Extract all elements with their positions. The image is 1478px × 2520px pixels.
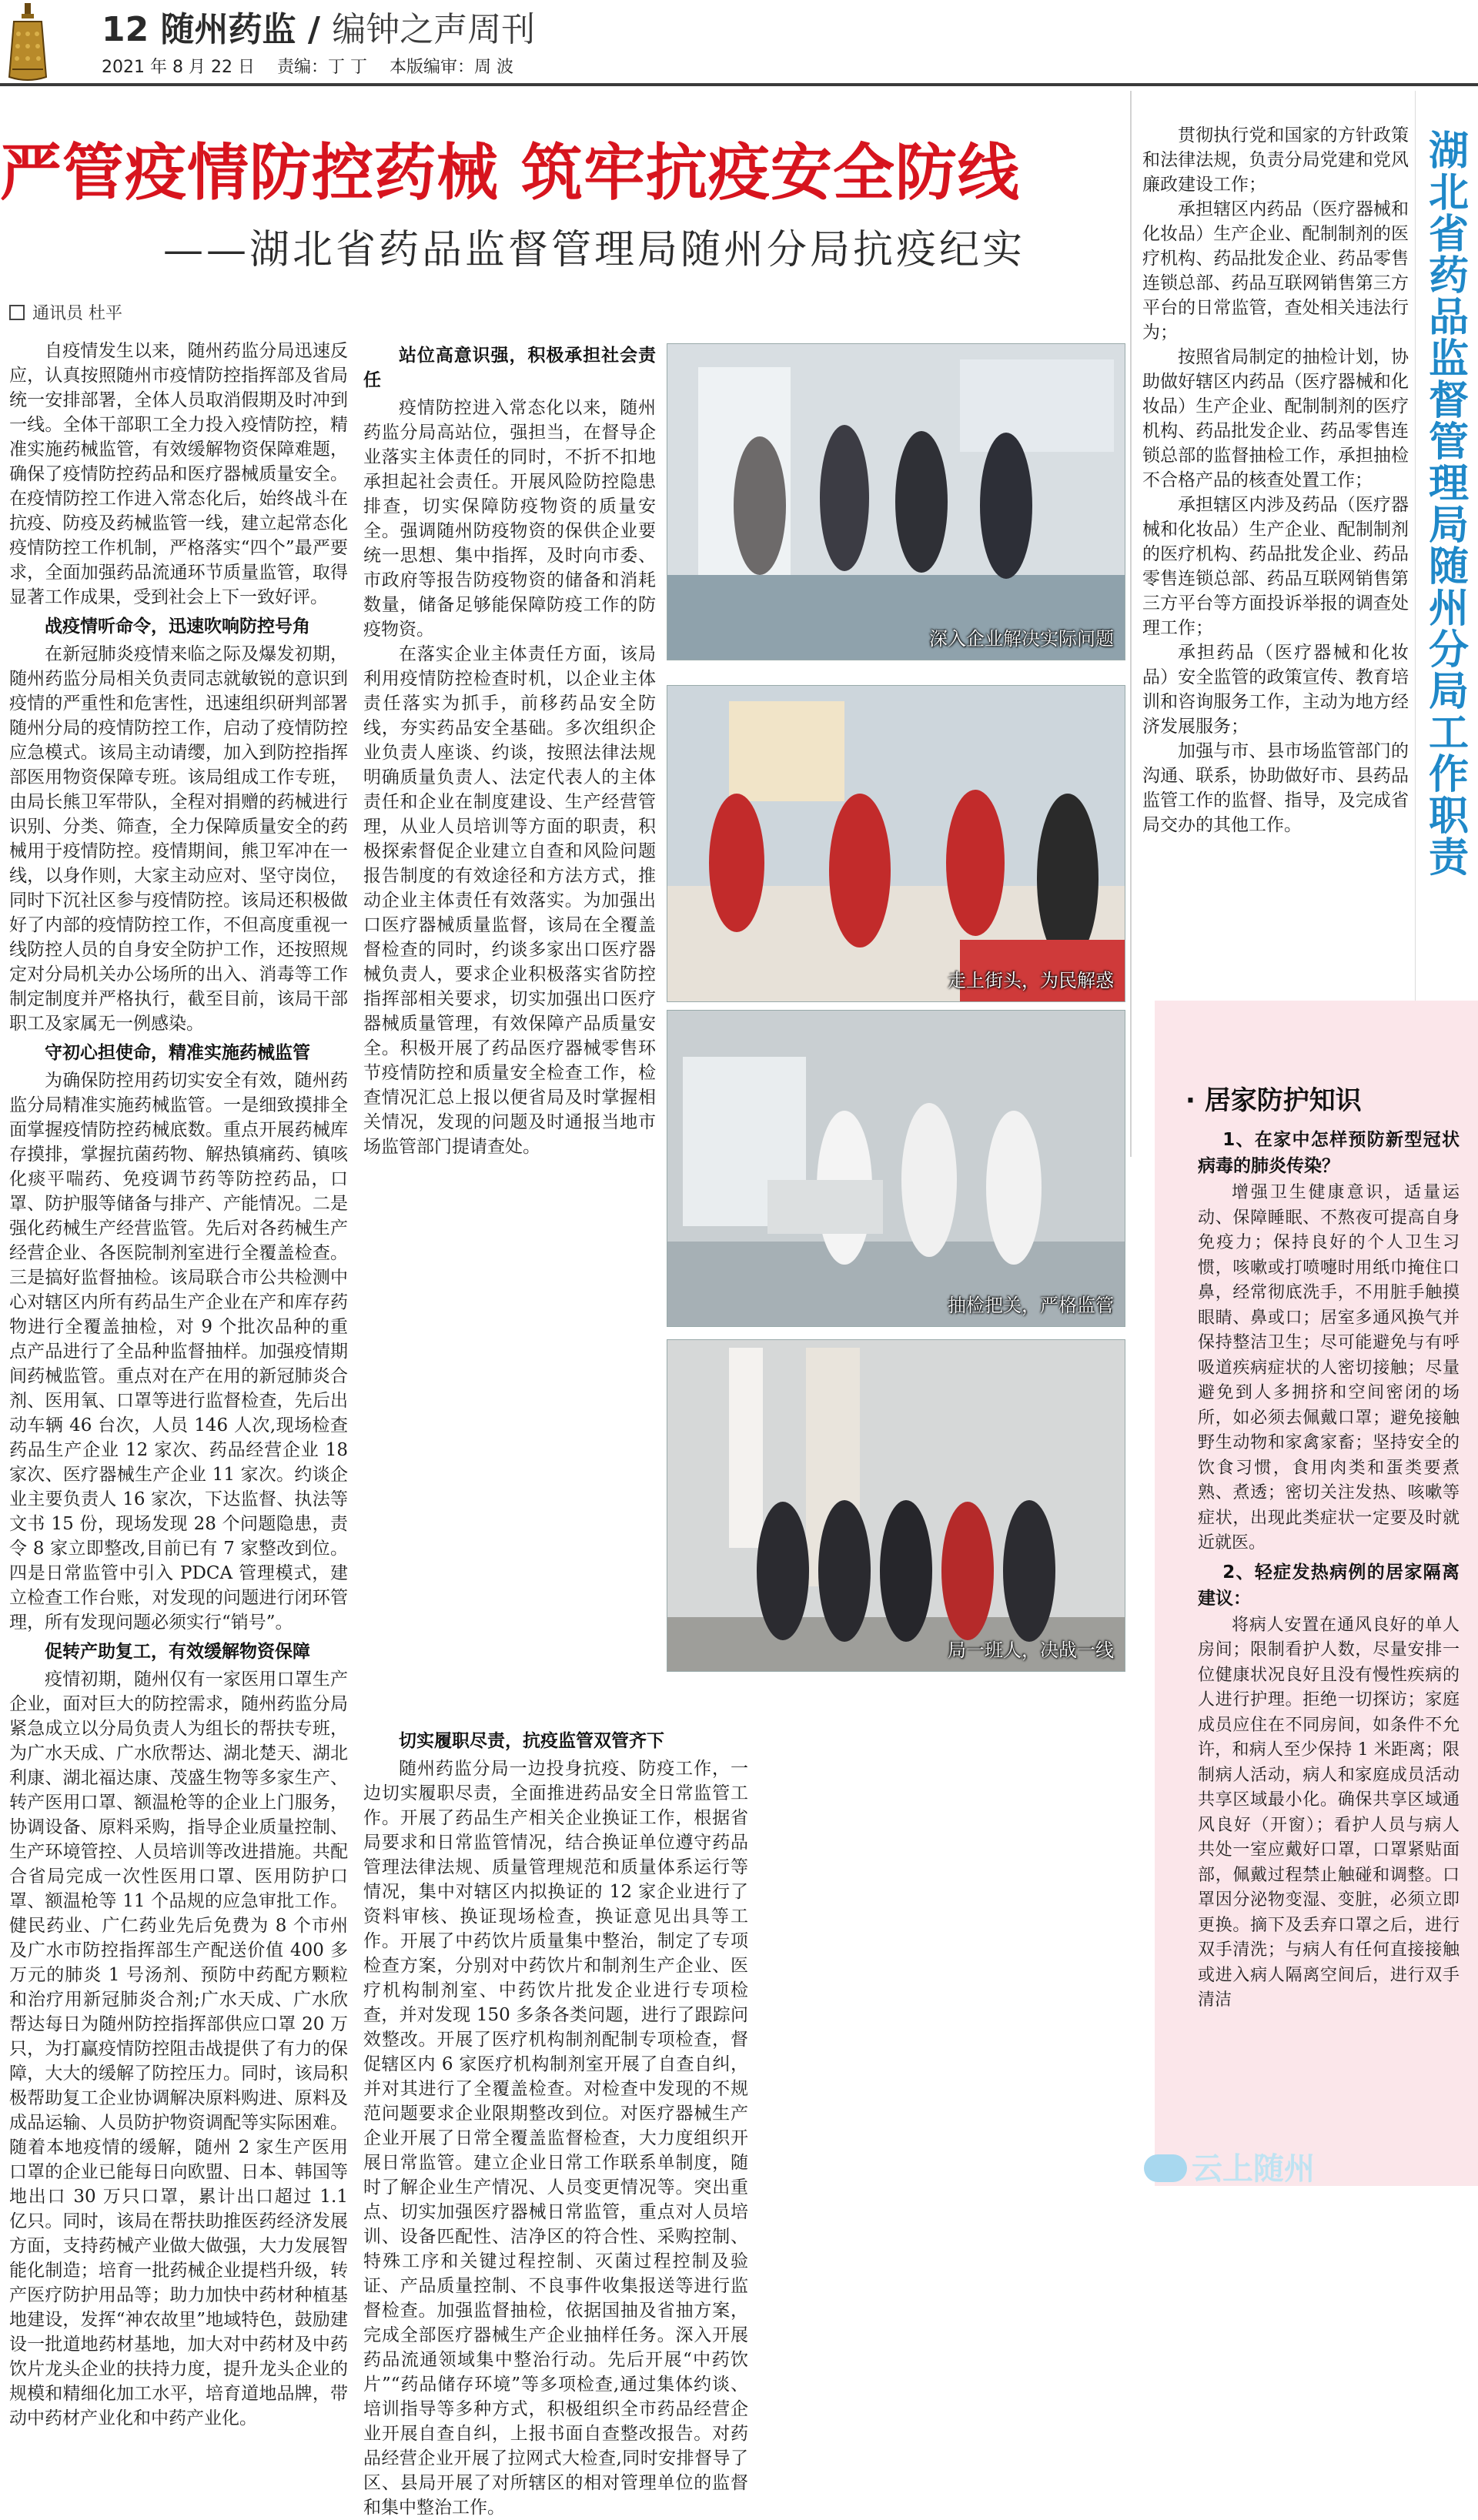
duties-vertical-title: 湖北省药品监督管理局随州分局工作职责 bbox=[1428, 129, 1469, 881]
section-subhead: 守初心担使命，精准实施药械监管 bbox=[45, 1043, 310, 1063]
page-header-title bbox=[102, 2, 535, 51]
cloud-icon bbox=[1144, 2154, 1187, 2182]
page-label: 12 随州药监 bbox=[102, 10, 296, 49]
photo-team-frontline bbox=[667, 1339, 1125, 1672]
article-paragraph: 疫情防控进入常态化以来，随州药监分局高站位，强担当，在督导企业落实主体责任的同时，不折不扣地承担起社会责任。开展风险防控隐患排查，切实保障防疫物资的质量安全。强调随州防疫物资的保供企业要统一思想、集中指挥，及时向市委、市政府等报告防疫物资的储备和消耗数量，储备足够能保障防疫工作的防疫物资。 bbox=[363, 398, 656, 640]
article-paragraph: 自疫情发生以来，随州药监分局迅速反应，认真按照随州市疫情防控指挥部及省局统一安排部署，全体人员取消假期及时冲到一线。全体干部职工全力投入疫情防控，精准实施药械监管，有效缓解物资保障难题，确保了疫情防控药品和医疗器械质量安全。在疫情防控工作进入常态化后，始终战斗在抗疫、防疫及药械监管一线，建立起常态化疫情防控工作机制，严格落实“四个”最严要求，全面加强药品流通环节质量监管，取得显著工作成果，受到社会上下一致好评。 bbox=[9, 341, 348, 607]
duty-item: 承担药品（医疗器械和化妆品）安全监管的政策宣传、教育培训和咨询服务工作，主动为地方经济发展服务； bbox=[1142, 643, 1409, 737]
duty-item: 承担辖区内涉及药品（医疗器械和化妆品）生产企业、配制制剂的医疗机构、药品批发企业、药品零售连锁总部、药品互联网销售第三方平台等方面投诉举报的调查处理工作； bbox=[1142, 495, 1409, 638]
byline bbox=[9, 300, 122, 324]
photo-caption: 抽检把关，严格监管 bbox=[948, 1295, 1114, 1316]
article-column-2 bbox=[363, 339, 656, 1709]
section-subhead: 站位高意识强，积极承担社会责任 bbox=[363, 346, 656, 390]
photo-street-outreach bbox=[667, 685, 1125, 1002]
issue-meta bbox=[102, 54, 530, 78]
faq-answer: 增强卫生健康意识，适量运动、保障睡眠、不熬夜可提高自身免疫力；保持良好的个人卫生习惯，咳嗽或打喷嚏时用纸巾掩住口鼻，经常彻底洗手，不用脏手触摸眼睛、鼻或口；居室多通风换气并保持整洁卫生；尽可能避免与有呼吸道疾病症状的人密切接触；尽量避免到人多拥挤和空间密闭的场所，如必须去佩戴口罩；避免接触野生动物和家禽家畜；坚持安全的饮食习惯，食用肉类和蛋类要煮熟、煮透；密切关注发热、咳嗽等症状，出现此类症状一定要及时就近就医。 bbox=[1198, 1183, 1460, 1552]
section-subhead: 切实履职尽责，抗疫监管双管齐下 bbox=[399, 1731, 664, 1751]
article-paragraph: 随州药监分局一边投身抗疫、防疫工作，一边切实履职尽责，全面推进药品安全日常监管工作。开展了药品生产相关企业换证工作，根据省局要求和日常监管情况，结合换证单位遵守药品管理法律法规、质量管理规范和质量体系运行等情况，集中对辖区内拟换证的 12 家企业进行了资料审核、换证现场检查，换证意见出具等工作。开展了中药饮片质量集中整治，制定了专项检查方案，分别对中药饮片和制剂生产企业、医疗机构制剂室、中药饮片批发企业进行专项检查，并对发现 150 多条各类问题，进行了跟踪问效整改。开展了医疗机构制剂配制专项检查，督促辖区内 6 家医疗机构制剂室开展了自查自纠，并对其进行了全覆盖检查。对检查中发现的不规范问题要求企业限期整改到位。对医疗器械生产企业开展了日常全覆盖监督检查，大力度组织开展日常监管。建立企业日常工作联系单制度，随时了解企业生产情况、人员变更情况等。突出重点、切实加强医疗器械日常监管，重点对人员培训、设备匹配性、洁净区的符合性、采购控制、特殊工序和关键过程控制、灭菌过程控制及验证、产品质量控制、不良事件收集报送等进行监督检查。加强监督抽检，依据国抽及省抽方案，完成全部医疗器械生产企业抽样任务。深入开展药品流通领域集中整治行动。先后开展“中药饮片”“药品储存环境”等多项检查,通过集体约谈、培训指导等多种方式，积极组织全市药品经营企业开展自查自纠，上报书面自查整改报告。对药品经营企业开展了拉网式大检查,同时安排督导了区、县局开展了对所辖区的相对管理单位的监督和集中整治工作。 bbox=[363, 1759, 748, 2518]
column-divider bbox=[1130, 91, 1132, 1157]
article-paragraph: 在新冠肺炎疫情来临之际及爆发初期，随州药监分局相关负责同志就敏锐的意识到疫情的严重性和危害性，迅速组织研判部署随州分局的疫情防控工作，启动了疫情防控应急模式。该局主动请缨，加入到防控指挥部医用物资保障专班。该局组成工作专班，由局长熊卫军带队，全程对捐赠的药械进行识别、分类、筛查，全力保障质量安全的药械用于疫情防控。疫情期间，熊卫军冲在一线，以身作则，大家主动应对、坚守岗位，同时下沉社区参与疫情防控。该局还积极做好了内部的疫情防控工作，不但高度重视一线防控人员的自身安全防护工作，还按照规定对分局机关办公场所的出入、消毒等工作制定制度并严格执行，截至目前，该局干部职工及家属无一例感染。 bbox=[9, 644, 348, 1034]
photo-caption: 走上街头，为民解惑 bbox=[948, 970, 1114, 991]
article-column-1 bbox=[9, 339, 348, 2428]
photo-caption: 深入企业解决实际问题 bbox=[929, 628, 1114, 650]
article-subheadline: ——湖北省药品监督管理局随州分局抗疫纪实 bbox=[163, 227, 1026, 273]
bell-logo-icon bbox=[6, 3, 49, 83]
watermark bbox=[1144, 2144, 1315, 2188]
article-paragraph: 在落实企业主体责任方面，该局利用疫情防控检查时机，以企业主体责任落实为抓手，前移药品安全防线，夯实药品安全基础。多次组织企业负责人座谈、约谈，按照法律法规明确质量负责人、法定代表人的主体责任和企业在制度建设、生产经营管理，从业人员培训等方面的职责，积极探索督促企业建立自查和风险问题报告制度的有效途径和方法方式，推动企业主体责任有效落实。为加强出口医疗器械质量监督，该局在全覆盖督检查的同时，约谈多家出口医疗器械负责人，要求企业积极落实省防控指挥部相关要求，切实加强出口医疗器械质量管理，有效保障产品质量安全。积极开展了药品医疗器械零售环节疫情防控和质量安全检查工作，检查情况汇总上报以便省局及时掌握相关情况，发现的问题及时通报当地市场监管部门提请查处。 bbox=[363, 644, 656, 1157]
article-column-3 bbox=[363, 1724, 748, 2518]
duty-item: 按照省局制定的抽检计划，协助做好辖区内药品（医疗器械和化妆品）生产企业、配制制剂的医疗机构、药品批发企业、药品零售连锁总部的监督抽检工作，承担抽检不合格产品的核查处置工作； bbox=[1142, 347, 1409, 490]
duty-item: 承担辖区内药品（医疗器械和化妆品）生产企业、配制制剂的医疗机构、药品批发企业、药品零售连锁总部、药品互联网销售第三方平台的日常监管，查处相关违法行为； bbox=[1142, 199, 1409, 343]
article-headline: 严管疫情防控药械 筑牢抗疫安全防线 bbox=[0, 137, 1020, 209]
issue-date: 2021 年 8 月 22 日 bbox=[102, 58, 255, 77]
section-name: 编钟之声周刊 bbox=[332, 10, 536, 49]
section-subhead: 促转产助复工，有效缓解物资保障 bbox=[45, 1642, 310, 1662]
column-divider bbox=[1415, 91, 1416, 1157]
header-slash: / bbox=[307, 10, 320, 49]
article-paragraph: 疫情初期，随州仅有一家医用口罩生产企业，面对巨大的防控需求，随州药监分局紧急成立以分局负责人为组长的帮扶专班，为广水天成、广水欣帮达、湖北楚天、湖北利康、湖北福达康、茂盛生物等多家生产、转产医用口罩、额温枪等的企业上门服务，协调设备、原料采购，指导企业质量控制、生产环境管控、人员培训等改进措施。共配合省局完成一次性医用口罩、医用防护口罩、额温枪等 11 个品规的应急审批工作。健民药业、广仁药业先后免费为 8 个市州及广水市防控指挥部生产配送价值 400 多万元的肺炎 1 号汤剂、预防中药配方颗粒和治疗用新冠肺炎合剂;广水天成、广水欣帮达每日为随州防控指挥部供应口罩 20 万只，为打赢疫情防控阻击战提供了有力的保障，大大的缓解了防控压力。同时，该局积极帮助复工企业协调解决原料购进、原料及成品运输、人员防护物资调配等实际困难。随着本地疫情的缓解，随州 2 家生产医用口罩的企业已能每日向欧盟、日本、韩国等地出口 30 万只口罩，累计出口超过 1.1 亿只。同时，该局在帮扶助推医药经济发展方面，支持药械产业做大做强，大力发展智能化制造；培育一批药械企业提档升级，转产医疗防护用品等；助力加快中药材种植基地建设，发挥“神农故里”地域特色，鼓励建设一批道地药材基地，加大对中药材及中药饮片龙头企业的扶持力度，提升龙头企业的规模和精细化加工水平，培育道地品牌，带动中药材产业化和中药产业化。 bbox=[9, 1669, 348, 2428]
home-protection-title: · 居家防护知识 bbox=[1185, 1085, 1362, 1116]
byline-text: 通讯员 杜平 bbox=[32, 304, 122, 323]
editor-credit: 责编：丁 丁 bbox=[276, 58, 367, 77]
duties-list bbox=[1142, 123, 1409, 954]
home-protection-body bbox=[1198, 1124, 1460, 2140]
duty-item: 加强与市、县市场监管部门的沟通、联系，协助做好市、县药品监管工作的监督、指导，及完成省局交办的其他工作。 bbox=[1142, 741, 1409, 835]
section-subhead: 战疫情听命令，迅速吹响防控号角 bbox=[45, 617, 310, 637]
byline-box-icon bbox=[9, 305, 25, 320]
faq-question: 1、在家中怎样预防新型冠状病毒的肺炎传染？ bbox=[1198, 1130, 1460, 1176]
duty-item: 贯彻执行党和国家的方针政策和法律法规，负责分局党建和党风廉政建设工作； bbox=[1142, 125, 1409, 195]
reviewer-credit: 本版编审：周 波 bbox=[389, 58, 513, 77]
article-paragraph: 为确保防控用药切实安全有效，随州药监分局精准实施药械监管。一是细致摸排全面掌握疫情防控药械底数。重点开展药械库存摸排，掌握抗菌药物、解热镇痛药、镇咳化痰平喘药、免疫调节药等防控药品，口罩、防护服等储备与排产、产能情况。二是强化药械生产经营监管。先后对各药械生产经营企业、各医院制剂室进行全覆盖检查。三是搞好监督抽检。该局联合市公共检测中心对辖区内所有药品生产企业在产和库存药物进行全覆盖抽检，对 9 个批次品种的重点产品进行了全品种监督抽样。加强疫情期间药械监管。重点对在产在用的新冠肺炎合剂、医用氧、口罩等进行监督检查，先后出动车辆 46 台次，人员 146 人次,现场检查药品生产企业 12 家次、药品经营企业 18 家次、医疗器械生产企业 11 家次。约谈企业主要负责人 16 家次，下达监督、执法等文书 15 份，现场发现 28 个问题隐患，责令 8 家立即整改,目前已有 7 家整改到位。四是日常监管中引入 PDCA 管理模式，建立检查工作台账，对发现的问题进行闭环管理，所有发现问题必须实行“销号”。 bbox=[9, 1071, 348, 1633]
watermark-text: 云上随州 bbox=[1192, 2151, 1315, 2187]
faq-answer: 将病人安置在通风良好的单人房间；限制看护人数，尽量安排一位健康状况良好且没有慢性疾病的人进行护理。拒绝一切探访；家庭成员应住在不同房间，如条件不允许，和病人至少保持 1 米距离；限制病人活动，病人和家庭成员活动共享区域最小化。确保共享区域通风良好（开窗）；看护人员与病人共处一室应戴好口罩，口罩紧贴面部，佩戴过程禁止触碰和调整。口罩因分泌物变湿、变脏，必须立即更换。摘下及丢弃口罩之后，进行双手清洗；与病人有任何直接接触或进入病人隔离空间后，进行双手清洁 bbox=[1198, 1615, 1460, 2010]
header-divider bbox=[0, 83, 1478, 86]
photo-caption: 局一班人，决战一线 bbox=[948, 1639, 1114, 1661]
faq-question: 2、轻症发热病例的居家隔离建议： bbox=[1198, 1562, 1460, 1609]
photo-sampling-inspection bbox=[667, 1010, 1125, 1327]
photo-enterprise-visit bbox=[667, 343, 1125, 660]
